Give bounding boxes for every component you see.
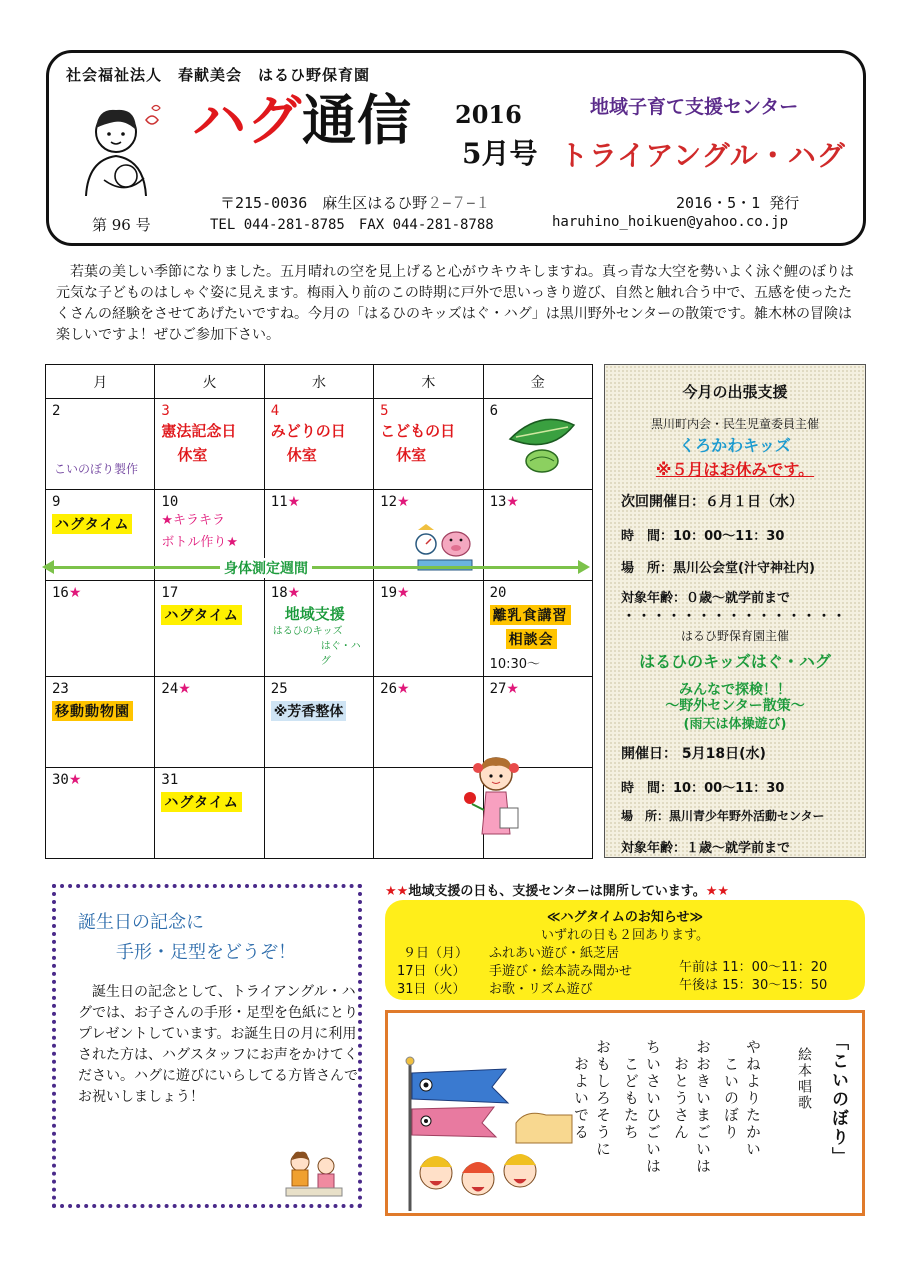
- phone-fax: TEL 044-281-8785 FAX 044-281-8788: [210, 217, 494, 233]
- intro-text: 若葉の美しい季節になりました。五月晴れの空を見上げると心がウキウキしますね。真っ青な大空を勢いよく泳ぐ鯉のぼりは元気な子どものはしゃぐ姿に見えます。梅雨入り前のこの時期に戸外で思いっきり遊び、自然と触れ合う中で、五感を使ったたくさんの経験をさせてあげたいですね。今月の「はるひのキッズはぐ・ハグ」は黒川野外センターの散策です。雑木林の冒険は楽しいですよ！ぜひご参加下さい。: [56, 264, 854, 343]
- newsletter-title: ハグ通信: [192, 89, 412, 152]
- open-notice: ★★地域支援の日も、支援センターは開所しています。★★: [385, 884, 730, 899]
- day-cell-9: 9 ハグタイム: [46, 490, 155, 581]
- day-cell-13: 13★: [483, 490, 592, 581]
- kids-handprint-illustration: [280, 1148, 350, 1198]
- event-kids-hug: はるひのキッズはぐ・ハグ: [639, 652, 831, 671]
- birthday-section: [52, 884, 372, 1208]
- day-cell-16: 16★: [46, 581, 155, 677]
- day-cell-17: 17 ハグタイム: [155, 581, 264, 677]
- time-2: 時 間：10：00〜11：30: [621, 781, 785, 796]
- outreach-support-panel: [604, 364, 866, 858]
- hugtime-activity-3: お歌・リズム遊び: [489, 982, 593, 997]
- next-date: 次回開催日：６月１日（水）: [621, 494, 803, 510]
- day-cell-25: 25 ※芳香整体: [264, 677, 373, 768]
- age-2: 対象年齢：１歳〜就学前まで: [621, 841, 791, 856]
- song-title: 「こいのぼり」: [828, 1033, 848, 1166]
- weekday-thu: 木: [374, 365, 483, 399]
- weekday-wed: 水: [264, 365, 373, 399]
- day-cell-31: 31 ハグタイム: [155, 768, 264, 859]
- event-kurokawa-kids: くろかわキッズ: [679, 436, 791, 455]
- place-1: 場 所：黒川公会堂(汁守神社内): [621, 561, 815, 576]
- issue-month: 5月号: [462, 137, 538, 170]
- hugtime-date-1: ９日（月）: [403, 946, 469, 961]
- hugtime-activity-2: 手遊び・絵本読み聞かせ: [489, 964, 633, 979]
- day-cell-19: 19★: [374, 581, 483, 677]
- hugtime-subtitle: いずれの日も２回あります。: [541, 928, 709, 943]
- day-cell-4: 4 みどりの日 休室: [264, 399, 373, 490]
- day-cell-3: 3 憲法記念日 休室: [155, 399, 264, 490]
- mother-baby-illustration: [74, 100, 166, 200]
- birthday-heading-1: 誕生日の記念に: [78, 912, 204, 933]
- hugtime-title: ≪ハグタイムのお知らせ≫: [546, 910, 704, 925]
- issue-number: 第 96 号: [92, 216, 151, 234]
- song-line-8: およいでる: [572, 1039, 590, 1141]
- host-2: はるひ野保育園主催: [680, 629, 789, 643]
- birthday-body: 誕生日の記念として、トライアングル・ハグでは、お子さんの手形・足型を色紙にとりプレゼントしています。お誕生日の月に利用された方は、ハグスタッフにお声をかけてください。ハグに遊びにいらしてる方皆さんで お祝いしましょう！: [78, 984, 372, 1105]
- song-line-4: おとうさん: [672, 1039, 690, 1141]
- day-cell-5: 5 こどもの日 休室: [374, 399, 483, 490]
- hugtime-am: 午前は 11：00〜11：20: [679, 960, 828, 975]
- weekday-mon: 月: [46, 365, 155, 399]
- empty-cell: [264, 768, 373, 859]
- measurement-week-label: 身体測定週間: [220, 558, 312, 578]
- issue-date: 2016・5・1 発行: [676, 194, 800, 212]
- hugtime-date-3: 31日（火）: [397, 982, 466, 997]
- song-line-3: おおきいまごいは: [694, 1039, 712, 1175]
- email-address[interactable]: haruhino_hoikuen@yahoo.co.jp: [552, 214, 789, 230]
- song-line-7: おもしろそうに: [594, 1039, 612, 1158]
- event-sub-a: みんなで探検！！: [679, 682, 791, 698]
- day-cell-12: 12★: [374, 490, 483, 581]
- hugtime-pm: 午後は 15：30〜15：50: [679, 978, 828, 993]
- dotted-divider: ・・・・・・・・・・・・・・・: [622, 609, 848, 624]
- day-cell-10: 10 ★キラキラ ボトル作り★: [155, 490, 264, 581]
- kashiwamochi-icon: [500, 409, 580, 479]
- birthday-heading-2: 手形・足型をどうぞ！: [116, 942, 296, 963]
- song-line-2: こいのぼり: [722, 1039, 740, 1141]
- program-name: トライアングル・ハグ: [560, 139, 846, 172]
- measurement-week-arrow: [46, 566, 586, 569]
- closed-notice: ※５月はお休みです。: [655, 460, 815, 479]
- day-cell-20: 20 離乳食講習 相談会 10:30〜: [483, 581, 592, 677]
- song-line-1: やねよりたかい: [744, 1039, 762, 1158]
- issue-year: 2016: [455, 100, 522, 129]
- hugtime-activity-1: ふれあい遊び・紙芝居: [489, 946, 620, 961]
- event-sub-b: 〜野外センター散策〜: [665, 698, 805, 714]
- weekday-tue: 火: [155, 365, 264, 399]
- day-cell-27: 27★: [483, 677, 592, 768]
- outreach-title: 今月の出張支援: [682, 383, 788, 401]
- host-1: 黒川町内会・民生児童委員主催: [650, 417, 819, 431]
- day-cell-6: 6: [483, 399, 592, 490]
- center-name: 地域子育て支援センター: [590, 96, 799, 118]
- day-cell-30: 30★: [46, 768, 155, 859]
- song-line-6: こどもたち: [622, 1039, 640, 1141]
- arrow-right-icon: [578, 560, 590, 574]
- address: 〒215-0036 麻生区はるひ野２−７−１: [220, 194, 491, 212]
- day-cell-18: 18★ 地域支援 はるひのキッズ はぐ・ハグ: [264, 581, 373, 677]
- arrow-left-icon: [42, 560, 54, 574]
- girl-with-carnation-illustration: [460, 752, 528, 838]
- song-genre: 絵本唱歌: [796, 1047, 812, 1111]
- hugtime-date-2: 17日（火）: [397, 964, 466, 979]
- place-2: 場 所：黒川青少年野外活動センター: [621, 809, 825, 823]
- date-2: 開催日： 5月18日(水): [621, 746, 766, 762]
- song-line-5: ちいさいひごいは: [644, 1039, 662, 1175]
- day-cell-23: 23 移動動物園: [46, 677, 155, 768]
- organization-name: 社会福祉法人 春献美会 はるひ野保育園: [66, 66, 371, 84]
- day-cell-11: 11★: [264, 490, 373, 581]
- koinobori-kids-illustration: [396, 1053, 586, 1213]
- day-cell-24: 24★: [155, 677, 264, 768]
- age-1: 対象年齢：０歳〜就学前まで: [621, 591, 791, 606]
- weekday-fri: 金: [483, 365, 592, 399]
- day-cell-2: 2 こいのぼり製作: [46, 399, 155, 490]
- day-cell-26: 26★: [374, 677, 483, 768]
- koinobori-song-box: [385, 1010, 865, 1216]
- time-1: 時 間：10：00〜11：30: [621, 529, 785, 544]
- hugtime-info-box: [385, 900, 865, 1000]
- event-sub-c: (雨天は体操遊び): [683, 717, 787, 732]
